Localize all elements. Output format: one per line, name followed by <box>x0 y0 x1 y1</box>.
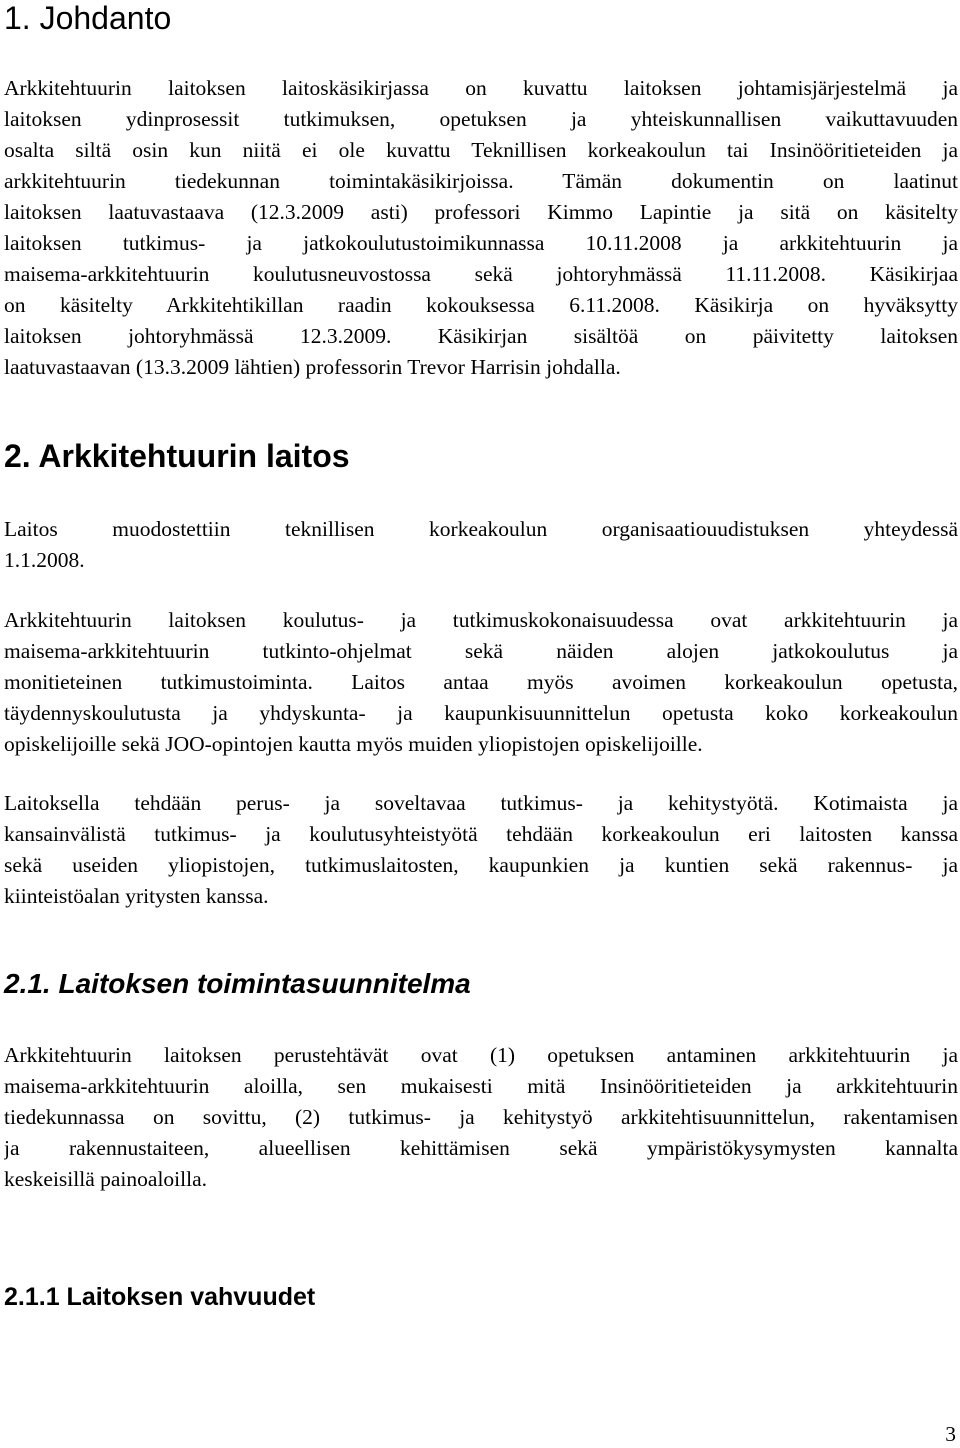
section-heading-vahvuudet: 2.1.1 Laitoksen vahvuudet <box>4 1283 316 1311</box>
paragraph-line: Arkkitehtuurin laitoksen perustehtävät ovat (1) opetuksen antaminen arkkitehtuurin ja <box>4 1043 958 1067</box>
paragraph-line: maisema-arkkitehtuurin tutkinto-ohjelmat sekä näiden alojen jatkokoulutus ja <box>4 639 958 663</box>
paragraph-line: arkkitehtuurin tiedekunnan toimintakäsikirjoissa. Tämän dokumentin on laatinut <box>4 169 958 193</box>
paragraph-line: laitoksen johtoryhmässä 12.3.2009. Käsikirjan sisältöä on päivitetty laitoksen <box>4 324 958 348</box>
paragraph-line: laitoksen laatuvastaava (12.3.2009 asti) professori Kimmo Lapintie ja sitä on käsitelty <box>4 200 958 224</box>
paragraph-line: opiskelijoille sekä JOO-opintojen kautta myös muiden yliopistojen opiskelijoille. <box>4 732 703 756</box>
paragraph-line: Laitoksella tehdään perus- ja soveltavaa tutkimus- ja kehitystyötä. Kotimaista ja <box>4 791 958 815</box>
paragraph-line: monitieteinen tutkimustoiminta. Laitos antaa myös avoimen korkeakoulun opetusta, <box>4 670 958 694</box>
paragraph-line: Arkkitehtuurin laitoksen koulutus- ja tutkimuskokonaisuudessa ovat arkkitehtuurin ja <box>4 608 958 632</box>
paragraph-line: ja rakennustaiteen, alueellisen kehittämisen sekä ympäristökysymysten kannalta <box>4 1136 958 1160</box>
paragraph-line: Arkkitehtuurin laitoksen laitoskäsikirjassa on kuvattu laitoksen johtamisjärjestelmä ja <box>4 76 958 100</box>
paragraph-line: osalta siltä osin kun niitä ei ole kuvattu Teknillisen korkeakoulun tai Insinööritieteiden ja <box>4 138 958 162</box>
section-heading-johdanto: 1. Johdanto <box>4 0 172 36</box>
paragraph-line: laitoksen tutkimus- ja jatkokoulutustoimikunnassa 10.11.2008 ja arkkitehtuurin ja <box>4 231 958 255</box>
paragraph-line: laitoksen ydinprosessit tutkimuksen, opetuksen ja yhteiskunnallisen vaikuttavuuden <box>4 107 958 131</box>
paragraph-line: sekä useiden yliopistojen, tutkimuslaitosten, kaupunkien ja kuntien sekä rakennus- ja <box>4 853 958 877</box>
paragraph-line: maisema-arkkitehtuurin aloilla, sen mukaisesti mitä Insinööritieteiden ja arkkitehtuurin <box>4 1074 958 1098</box>
laitos-paragraph-2 <box>4 605 958 760</box>
section-heading-laitos: 2. Arkkitehtuurin laitos <box>4 438 350 474</box>
document-page <box>4 0 958 1448</box>
paragraph-line: kiinteistöalan yritysten kanssa. <box>4 884 269 908</box>
paragraph-line: keskeisillä painoaloilla. <box>4 1167 208 1191</box>
paragraph-line: maisema-arkkitehtuurin koulutusneuvostossa sekä johtoryhmässä 11.11.2008. Käsikirjaa <box>4 262 958 286</box>
johdanto-paragraph <box>4 73 958 383</box>
laitos-paragraph-3 <box>4 788 958 912</box>
paragraph-line: 1.1.2008. <box>4 548 85 572</box>
paragraph-line: on käsitelty Arkkitehtikillan raadin kokouksessa 6.11.2008. Käsikirja on hyväksytty <box>4 293 958 317</box>
paragraph-line: laatuvastaavan (13.3.2009 lähtien) professorin Trevor Harrisin johdalla. <box>4 355 621 379</box>
laitos-paragraph-1 <box>4 514 958 576</box>
section-heading-toimintasuunnitelma: 2.1. Laitoksen toimintasuunnitelma <box>4 968 471 999</box>
paragraph-line: kansainvälistä tutkimus- ja koulutusyhteistyötä tehdään korkeakoulun eri laitosten kanssa <box>4 822 958 846</box>
paragraph-line: tiedekunnassa on sovittu, (2) tutkimus- ja kehitystyö arkkitehtisuunnittelun, rakentamisen <box>4 1105 958 1129</box>
page-number: 3 <box>945 1422 956 1446</box>
toimintasuunnitelma-paragraph <box>4 1040 958 1195</box>
paragraph-line: täydennyskoulutusta ja yhdyskunta- ja kaupunkisuunnittelun opetusta koko korkeakoulun <box>4 701 958 725</box>
paragraph-line: Laitos muodostettiin teknillisen korkeakoulun organisaatiouudistuksen yhteydessä <box>4 517 958 541</box>
